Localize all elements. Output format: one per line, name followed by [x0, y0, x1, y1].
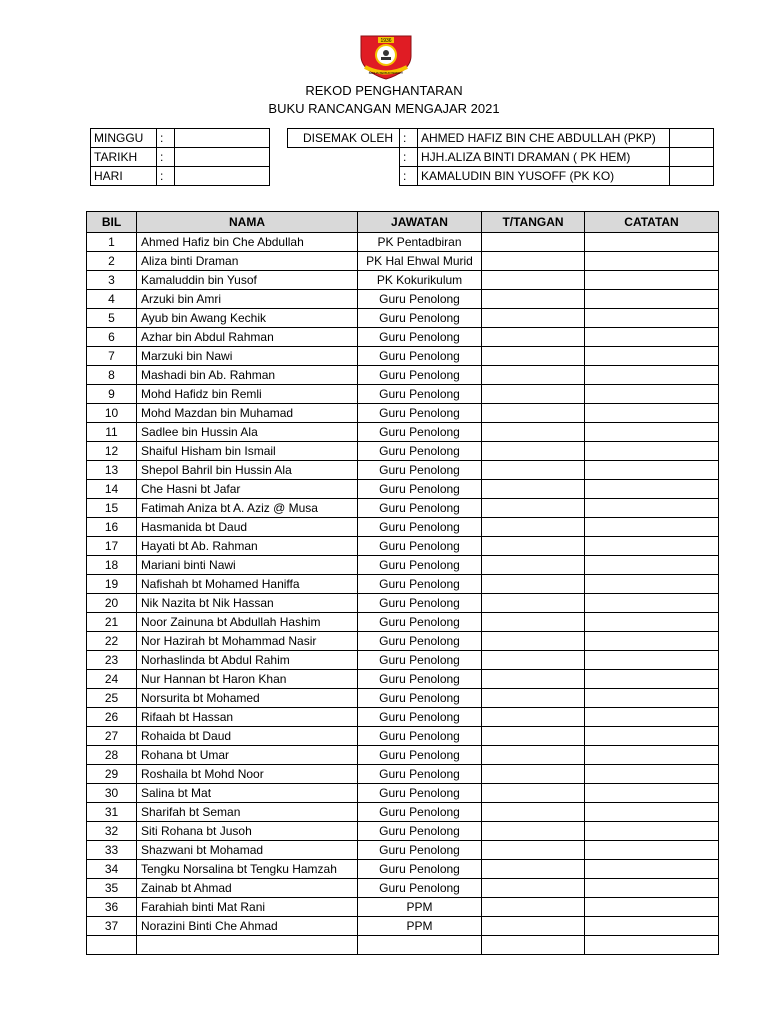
staff-position: PK Hal Ehwal Murid — [358, 252, 482, 271]
header-bil: BIL — [87, 212, 137, 233]
remarks-cell[interactable] — [585, 252, 719, 271]
staff-position: Guru Penolong — [358, 594, 482, 613]
staff-name: Mohd Hafidz bin Remli — [137, 385, 358, 404]
signature-cell[interactable] — [482, 347, 585, 366]
row-number: 19 — [87, 575, 137, 594]
staff-name: Nik Nazita bt Nik Hassan — [137, 594, 358, 613]
remarks-cell[interactable] — [585, 594, 719, 613]
signature-cell[interactable] — [482, 841, 585, 860]
staff-name: Rohaida bt Daud — [137, 727, 358, 746]
row-number: 9 — [87, 385, 137, 404]
remarks-cell[interactable] — [585, 670, 719, 689]
remarks-cell[interactable] — [585, 917, 719, 936]
row-number: 2 — [87, 252, 137, 271]
info-label: TARIKH — [91, 148, 157, 167]
staff-position: Guru Penolong — [358, 347, 482, 366]
remarks-cell[interactable] — [585, 936, 719, 955]
remarks-cell[interactable] — [585, 309, 719, 328]
table-row — [87, 442, 719, 461]
remarks-cell[interactable] — [585, 689, 719, 708]
table-header-row — [87, 212, 719, 233]
table-row — [87, 746, 719, 765]
signature-cell[interactable] — [482, 442, 585, 461]
table-row — [87, 879, 719, 898]
info-separator: : — [157, 129, 175, 148]
signature-cell[interactable] — [482, 461, 585, 480]
row-number: 6 — [87, 328, 137, 347]
table-row — [87, 822, 719, 841]
row-number: 34 — [87, 860, 137, 879]
info-value-field[interactable] — [175, 148, 270, 167]
remarks-cell[interactable] — [585, 518, 719, 537]
staff-position: Guru Penolong — [358, 537, 482, 556]
table-row — [87, 366, 719, 385]
staff-position: Guru Penolong — [358, 499, 482, 518]
staff-name: Tengku Norsalina bt Tengku Hamzah — [137, 860, 358, 879]
remarks-cell[interactable] — [585, 290, 719, 309]
staff-name: Norazini Binti Che Ahmad — [137, 917, 358, 936]
info-value-field[interactable] — [175, 129, 270, 148]
info-separator: : — [400, 129, 418, 148]
signature-cell[interactable] — [482, 784, 585, 803]
table-row — [87, 898, 719, 917]
table-row — [87, 632, 719, 651]
table-row — [87, 404, 719, 423]
staff-name: Nafishah bt Mohamed Haniffa — [137, 575, 358, 594]
staff-name: Mashadi bin Ab. Rahman — [137, 366, 358, 385]
remarks-cell[interactable] — [585, 708, 719, 727]
signature-cell[interactable] — [482, 499, 585, 518]
table-row — [87, 309, 719, 328]
signature-cell[interactable] — [482, 860, 585, 879]
staff-name: Rifaah bt Hassan — [137, 708, 358, 727]
remarks-cell[interactable] — [585, 765, 719, 784]
table-row — [87, 803, 719, 822]
reviewer-row — [288, 167, 714, 186]
table-row — [87, 651, 719, 670]
header-tandatangan: T/TANGAN — [482, 212, 585, 233]
signature-cell[interactable] — [482, 651, 585, 670]
staff-position: Guru Penolong — [358, 442, 482, 461]
table-row — [87, 936, 719, 955]
signature-cell[interactable] — [482, 518, 585, 537]
staff-position: Guru Penolong — [358, 841, 482, 860]
staff-name: Azhar bin Abdul Rahman — [137, 328, 358, 347]
staff-name: Rohana bt Umar — [137, 746, 358, 765]
remarks-cell[interactable] — [585, 632, 719, 651]
signature-cell[interactable] — [482, 233, 585, 252]
table-row — [87, 518, 719, 537]
remarks-cell[interactable] — [585, 575, 719, 594]
staff-name: Siti Rohana bt Jusoh — [137, 822, 358, 841]
remarks-cell[interactable] — [585, 841, 719, 860]
signature-cell[interactable] — [482, 594, 585, 613]
signature-cell[interactable] — [482, 803, 585, 822]
staff-name: Mohd Mazdan bin Muhamad — [137, 404, 358, 423]
reviewer-name: AHMED HAFIZ BIN CHE ABDULLAH (PKP) — [418, 129, 670, 148]
reviewer-name: KAMALUDIN BIN YUSOFF (PK KO) — [418, 167, 670, 186]
staff-position: Guru Penolong — [358, 803, 482, 822]
staff-position: Guru Penolong — [358, 746, 482, 765]
signature-cell[interactable] — [482, 423, 585, 442]
info-row-minggu — [91, 129, 270, 148]
row-number: 16 — [87, 518, 137, 537]
staff-name: Norhaslinda bt Abdul Rahim — [137, 651, 358, 670]
info-separator: : — [400, 167, 418, 186]
staff-position: Guru Penolong — [358, 556, 482, 575]
staff-name: Ayub bin Awang Kechik — [137, 309, 358, 328]
info-value-field[interactable] — [175, 167, 270, 186]
signature-cell[interactable] — [482, 328, 585, 347]
row-number: 8 — [87, 366, 137, 385]
signature-cell[interactable] — [482, 556, 585, 575]
staff-name: Zainab bt Ahmad — [137, 879, 358, 898]
svg-text:BERILMU BERBUDI BERBAKTI: BERILMU BERBUDI BERBAKTI — [368, 72, 404, 75]
signature-cell[interactable] — [482, 632, 585, 651]
staff-name: Hasmanida bt Daud — [137, 518, 358, 537]
row-number: 5 — [87, 309, 137, 328]
staff-position: Guru Penolong — [358, 366, 482, 385]
remarks-cell[interactable] — [585, 385, 719, 404]
row-number: 32 — [87, 822, 137, 841]
reviewer-signature-cell[interactable] — [670, 129, 714, 148]
staff-name: Marzuki bin Nawi — [137, 347, 358, 366]
table-row — [87, 328, 719, 347]
staff-position: PPM — [358, 917, 482, 936]
remarks-cell[interactable] — [585, 480, 719, 499]
table-row — [87, 765, 719, 784]
table-row — [87, 708, 719, 727]
row-number: 15 — [87, 499, 137, 518]
staff-position: PPM — [358, 898, 482, 917]
staff-position: Guru Penolong — [358, 518, 482, 537]
staff-position: Guru Penolong — [358, 879, 482, 898]
row-number: 14 — [87, 480, 137, 499]
info-separator: : — [400, 148, 418, 167]
staff-name: Noor Zainuna bt Abdullah Hashim — [137, 613, 358, 632]
signature-cell[interactable] — [482, 689, 585, 708]
signature-cell[interactable] — [482, 936, 585, 955]
header-catatan: CATATAN — [585, 212, 719, 233]
document-title-line2: BUKU RANCANGAN MENGAJAR 2021 — [268, 101, 500, 116]
row-number: 10 — [87, 404, 137, 423]
table-row — [87, 784, 719, 803]
info-row-hari — [91, 167, 270, 186]
staff-name: Nur Hannan bt Haron Khan — [137, 670, 358, 689]
staff-name: Fatimah Aniza bt A. Aziz @ Musa — [137, 499, 358, 518]
info-separator: : — [157, 167, 175, 186]
table-row — [87, 594, 719, 613]
signature-cell[interactable] — [482, 765, 585, 784]
staff-position: Guru Penolong — [358, 651, 482, 670]
row-number: 36 — [87, 898, 137, 917]
signature-cell[interactable] — [482, 822, 585, 841]
signature-cell[interactable] — [482, 309, 585, 328]
staff-position: Guru Penolong — [358, 765, 482, 784]
remarks-cell[interactable] — [585, 556, 719, 575]
row-number: 12 — [87, 442, 137, 461]
signature-cell[interactable] — [482, 271, 585, 290]
signature-cell[interactable] — [482, 746, 585, 765]
table-row — [87, 537, 719, 556]
table-row — [87, 689, 719, 708]
reviewer-row — [288, 129, 714, 148]
staff-name: Sadlee bin Hussin Ala — [137, 423, 358, 442]
table-body — [87, 233, 719, 955]
header-nama: NAMA — [137, 212, 358, 233]
signature-cell[interactable] — [482, 575, 585, 594]
row-number: 37 — [87, 917, 137, 936]
remarks-cell[interactable] — [585, 860, 719, 879]
row-number: 11 — [87, 423, 137, 442]
reviewer-row — [288, 148, 714, 167]
staff-name: Mariani binti Nawi — [137, 556, 358, 575]
row-number: 20 — [87, 594, 137, 613]
svg-text:1936: 1936 — [380, 38, 392, 44]
row-number: 22 — [87, 632, 137, 651]
signature-cell[interactable] — [482, 917, 585, 936]
table-row — [87, 271, 719, 290]
signature-cell[interactable] — [482, 898, 585, 917]
staff-name: Sharifah bt Seman — [137, 803, 358, 822]
reviewer-name: HJH.ALIZA BINTI DRAMAN ( PK HEM) — [418, 148, 670, 167]
info-row-tarikh — [91, 148, 270, 167]
reviewed-by-label: DISEMAK OLEH — [288, 129, 400, 148]
table-row — [87, 670, 719, 689]
staff-position: Guru Penolong — [358, 784, 482, 803]
table-row — [87, 461, 719, 480]
staff-position: Guru Penolong — [358, 404, 482, 423]
staff-position: Guru Penolong — [358, 860, 482, 879]
remarks-cell[interactable] — [585, 233, 719, 252]
info-label: MINGGU — [91, 129, 157, 148]
staff-name: Shaiful Hisham bin Ismail — [137, 442, 358, 461]
staff-name: Salina bt Mat — [137, 784, 358, 803]
remarks-cell[interactable] — [585, 822, 719, 841]
staff-position: Guru Penolong — [358, 575, 482, 594]
signature-cell[interactable] — [482, 404, 585, 423]
row-number: 17 — [87, 537, 137, 556]
table-row — [87, 841, 719, 860]
staff-position — [358, 936, 482, 955]
staff-position: Guru Penolong — [358, 708, 482, 727]
staff-position: Guru Penolong — [358, 423, 482, 442]
table-row — [87, 727, 719, 746]
row-number: 3 — [87, 271, 137, 290]
staff-position: Guru Penolong — [358, 613, 482, 632]
remarks-cell[interactable] — [585, 879, 719, 898]
remarks-cell[interactable] — [585, 613, 719, 632]
table-row — [87, 575, 719, 594]
remarks-cell[interactable] — [585, 366, 719, 385]
table-row — [87, 233, 719, 252]
table-row — [87, 347, 719, 366]
staff-name: Farahiah binti Mat Rani — [137, 898, 358, 917]
remarks-cell[interactable] — [585, 499, 719, 518]
staff-name: Hayati bt Ab. Rahman — [137, 537, 358, 556]
staff-position: Guru Penolong — [358, 632, 482, 651]
remarks-cell[interactable] — [585, 442, 719, 461]
remarks-cell[interactable] — [585, 461, 719, 480]
staff-name: Che Hasni bt Jafar — [137, 480, 358, 499]
staff-position: PK Kokurikulum — [358, 271, 482, 290]
signature-cell[interactable] — [482, 385, 585, 404]
info-separator: : — [157, 148, 175, 167]
staff-name: Shepol Bahril bin Hussin Ala — [137, 461, 358, 480]
signature-cell[interactable] — [482, 537, 585, 556]
remarks-cell[interactable] — [585, 746, 719, 765]
row-number: 27 — [87, 727, 137, 746]
staff-name: Ahmed Hafiz bin Che Abdullah — [137, 233, 358, 252]
row-number: 35 — [87, 879, 137, 898]
row-number: 30 — [87, 784, 137, 803]
remarks-cell[interactable] — [585, 404, 719, 423]
reviewer-signature-cell[interactable] — [670, 148, 714, 167]
signature-cell[interactable] — [482, 670, 585, 689]
signature-cell[interactable] — [482, 480, 585, 499]
staff-position: PK Pentadbiran — [358, 233, 482, 252]
staff-position: Guru Penolong — [358, 670, 482, 689]
row-number: 26 — [87, 708, 137, 727]
staff-position: Guru Penolong — [358, 328, 482, 347]
row-number — [87, 936, 137, 955]
staff-name — [137, 936, 358, 955]
row-number: 21 — [87, 613, 137, 632]
table-row — [87, 480, 719, 499]
row-number: 25 — [87, 689, 137, 708]
table-row — [87, 556, 719, 575]
staff-position: Guru Penolong — [358, 461, 482, 480]
document-title-line1: REKOD PENGHANTARAN — [305, 83, 463, 98]
table-row — [87, 252, 719, 271]
staff-name: Kamaluddin bin Yusof — [137, 271, 358, 290]
table-row — [87, 423, 719, 442]
row-number: 31 — [87, 803, 137, 822]
row-number: 29 — [87, 765, 137, 784]
staff-name: Aliza binti Draman — [137, 252, 358, 271]
remarks-cell[interactable] — [585, 651, 719, 670]
remarks-cell[interactable] — [585, 803, 719, 822]
staff-position: Guru Penolong — [358, 290, 482, 309]
staff-position: Guru Penolong — [358, 309, 482, 328]
row-number: 7 — [87, 347, 137, 366]
staff-name: Arzuki bin Amri — [137, 290, 358, 309]
school-crest-logo — [357, 34, 415, 80]
info-table-left — [90, 128, 270, 186]
table-row — [87, 613, 719, 632]
signature-cell[interactable] — [482, 366, 585, 385]
signature-cell[interactable] — [482, 613, 585, 632]
info-label: HARI — [91, 167, 157, 186]
staff-position: Guru Penolong — [358, 689, 482, 708]
staff-position: Guru Penolong — [358, 385, 482, 404]
row-number: 13 — [87, 461, 137, 480]
staff-name: Norsurita bt Mohamed — [137, 689, 358, 708]
remarks-cell[interactable] — [585, 727, 719, 746]
info-table-reviewed-by — [287, 128, 714, 186]
staff-position: Guru Penolong — [358, 727, 482, 746]
staff-name: Roshaila bt Mohd Noor — [137, 765, 358, 784]
row-number: 4 — [87, 290, 137, 309]
signature-cell[interactable] — [482, 252, 585, 271]
signature-cell[interactable] — [482, 290, 585, 309]
row-number: 1 — [87, 233, 137, 252]
signature-cell[interactable] — [482, 708, 585, 727]
reviewer-signature-cell[interactable] — [670, 167, 714, 186]
table-row — [87, 917, 719, 936]
remarks-cell[interactable] — [585, 328, 719, 347]
remarks-cell[interactable] — [585, 423, 719, 442]
remarks-cell[interactable] — [585, 537, 719, 556]
row-number: 18 — [87, 556, 137, 575]
submission-record-table — [86, 211, 719, 955]
remarks-cell[interactable] — [585, 898, 719, 917]
row-number: 33 — [87, 841, 137, 860]
remarks-cell[interactable] — [585, 347, 719, 366]
staff-name: Shazwani bt Mohamad — [137, 841, 358, 860]
row-number: 24 — [87, 670, 137, 689]
table-row — [87, 499, 719, 518]
table-row — [87, 860, 719, 879]
staff-position: Guru Penolong — [358, 480, 482, 499]
remarks-cell[interactable] — [585, 271, 719, 290]
header-jawatan: JAWATAN — [358, 212, 482, 233]
row-number: 23 — [87, 651, 137, 670]
signature-cell[interactable] — [482, 727, 585, 746]
row-number: 28 — [87, 746, 137, 765]
signature-cell[interactable] — [482, 879, 585, 898]
staff-name: Nor Hazirah bt Mohammad Nasir — [137, 632, 358, 651]
staff-position: Guru Penolong — [358, 822, 482, 841]
remarks-cell[interactable] — [585, 784, 719, 803]
table-row — [87, 290, 719, 309]
table-row — [87, 385, 719, 404]
